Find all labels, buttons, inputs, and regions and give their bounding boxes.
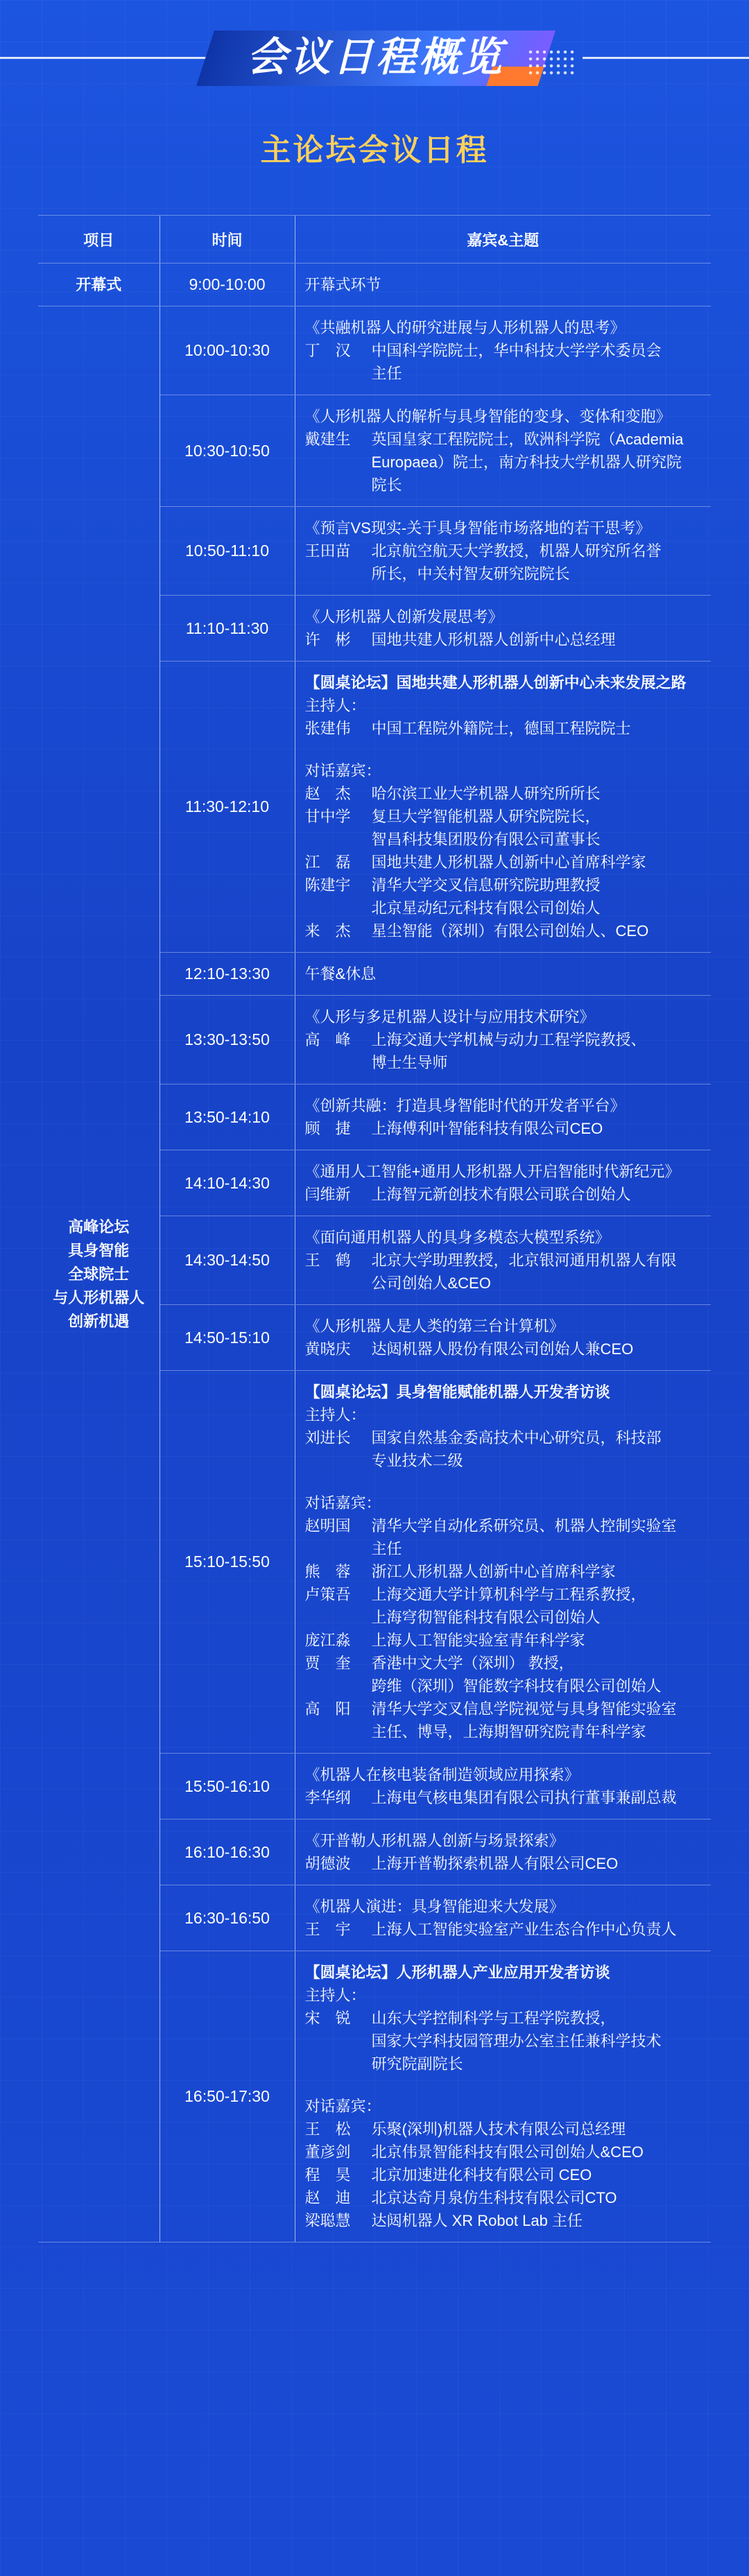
speaker-name: 王田苗 [304,542,351,560]
summit-label-line: 创新机遇 [68,1312,130,1330]
speaker [305,1629,712,1652]
speaker-role [372,1426,712,1472]
speaker-role [372,2141,712,2163]
speaker-role-line: 复旦大学智能机器人研究院院长， [371,808,601,825]
speaker [305,1652,712,1697]
speaker-role-line: 上海交通大学计算机科学与工程系教授， [371,1586,646,1603]
time-cell: 10:50-11:10 [160,507,295,596]
speaker-role [372,919,712,942]
speaker [305,919,712,942]
speaker-role-line: 国家大学科技园管理办公室主任兼科学技术 [371,2032,662,2050]
speaker [305,2007,712,2075]
topic-cell [295,1819,711,1885]
speaker [305,2209,712,2232]
speaker-role [372,628,712,651]
talk-title: 《预言VS现实-关于具身智能市场落地的若干思考》 [304,519,651,537]
speaker-name: 赵 迪 [304,2189,351,2206]
speaker-name: 甘中学 [304,808,351,825]
speaker-role-line: 达闼机器人 XR Robot Lab 主任 [371,2212,583,2229]
speaker-role [372,2118,712,2141]
forum-title: 【圆桌论坛】国地共建人形机器人创新中心未来发展之路 [304,674,687,691]
speaker-role-line: 乐聚(深圳)机器人技术有限公司总经理 [371,2120,626,2138]
time-cell: 9:00-10:00 [160,263,295,306]
summit-label-line: 全球院士 [68,1265,130,1283]
speaker-role [372,1183,712,1206]
speaker-role-line: 上海交通大学机械与动力工程学院教授、 [371,1031,646,1048]
speaker-role-line: 上海智元新创技术有限公司联合创始人 [371,1186,631,1203]
speaker-role-line: 上海人工智能实验室青年科学家 [371,1632,585,1649]
speaker-role [372,428,712,496]
talk-title: 《人形机器人是人类的第三台计算机》 [304,1317,565,1335]
speaker-name: 戴建生 [304,431,351,448]
speaker-role [372,805,712,851]
topic-cell [295,395,711,507]
speaker [305,339,712,385]
speaker [305,1183,712,1206]
speaker [305,1338,712,1360]
speaker-role-line: 清华大学交叉信息研究院助理教授 [371,876,601,894]
speaker [305,1560,712,1583]
banner-line-left [0,57,208,59]
speaker-role [372,717,712,740]
topic-text: 午餐&休息 [304,965,377,983]
topic-cell [295,596,711,662]
speaker-name: 顾 捷 [304,1120,351,1137]
speaker-role-line: 主任、博导，上海期智研究院青年科学家 [371,1723,646,1740]
table-row [38,306,711,395]
speaker [305,1583,712,1629]
speaker [305,2163,712,2186]
speaker-role-line: 研究院副院长 [371,2055,463,2073]
speaker-role [372,1652,712,1697]
speaker-role-line: 所长，中关村智友研究院院长 [371,565,570,582]
speaker-name: 赵 杰 [304,785,351,802]
speaker-role [372,1583,712,1629]
forum-title: 【圆桌论坛】具身智能赋能机器人开发者访谈 [304,1383,610,1401]
time-cell: 14:10-14:30 [160,1150,295,1216]
topic-cell [295,1216,711,1305]
speaker-role-line: 北京伟景智能科技有限公司创始人&CEO [371,2143,644,2161]
speaker-name: 程 昊 [304,2166,351,2184]
speaker-role-line: 北京加速进化科技有限公司 CEO [371,2166,592,2184]
talk-title: 《人形机器人的解析与具身智能的变身、变体和变胞》 [304,408,671,425]
speaker-name: 胡德波 [304,1855,351,1872]
speaker-name: 宋 锐 [304,2009,351,2027]
speaker-role [372,2186,712,2209]
speaker-role [372,1786,712,1809]
speaker [305,1426,712,1472]
forum-cell [295,1371,711,1754]
speaker [305,1697,712,1743]
speaker-role-line: 公司创始人&CEO [371,1274,491,1292]
speaker-role-line: 清华大学交叉信息学院视觉与具身智能实验室 [371,1700,677,1718]
speaker-name: 张建伟 [304,720,351,737]
summit-label-line: 与人形机器人 [53,1288,145,1306]
guests-label: 对话嘉宾： [304,1494,381,1512]
guests-label: 对话嘉宾： [304,2098,381,2115]
speaker-role-line: 国家自然基金委高技术中心研究员，科技部 [371,1429,662,1446]
banner-line-right [583,57,749,59]
speaker [305,717,712,740]
table-row [38,263,711,306]
speaker-role-line: 上海人工智能实验室产业生态合作中心负责人 [371,1921,677,1938]
summit-label-cell [38,306,160,2242]
host-label: 主持人： [304,1987,366,2004]
speaker-role-line: 上海傅利叶智能科技有限公司CEO [371,1120,603,1137]
summit-label-line: 具身智能 [68,1241,130,1259]
speaker-role [372,339,712,385]
speaker-role-line: 上海开普勒探索机器人有限公司CEO [371,1855,619,1872]
speaker [305,782,712,805]
speaker-role-line: 浙江人形机器人创新中心首席科学家 [371,1563,616,1580]
topic-cell [295,263,711,306]
speaker [305,2118,712,2141]
table-body [38,263,711,2242]
speaker [305,1852,712,1875]
speaker-name: 庞江淼 [304,1632,351,1649]
speaker [305,628,712,651]
topic-cell [295,1150,711,1216]
speaker-name: 来 杰 [304,922,351,940]
speaker-role [372,1629,712,1652]
top-banner [0,0,749,83]
time-cell: 13:50-14:10 [160,1084,295,1150]
guests-label: 对话嘉宾： [304,762,381,779]
speaker [305,874,712,919]
speaker-role-line: 国地共建人形机器人创新中心总经理 [371,631,616,648]
topic-cell [295,1885,711,1951]
speaker [305,1028,712,1074]
speaker-name: 陈建宇 [304,876,351,894]
speaker-role-line: 山东大学控制科学与工程学院教授， [371,2009,616,2027]
speaker [305,1514,712,1560]
time-cell: 12:10-13:30 [160,953,295,996]
speaker-name: 梁聪慧 [304,2212,351,2229]
speaker-name: 李华纲 [304,1789,351,1806]
speaker-role-line: 国地共建人形机器人创新中心首席科学家 [371,854,646,871]
topic-cell [295,1754,711,1819]
speaker-name: 王 松 [304,2120,351,2138]
speaker-name: 刘进长 [304,1429,351,1446]
spacer [305,740,712,759]
topic-cell [295,306,711,395]
time-cell: 16:10-16:30 [160,1819,295,1885]
header-time: 时间 [160,216,295,263]
speaker-role-line: 香港中文大学（深圳） 教授， [371,1654,574,1672]
speaker-name: 熊 蓉 [304,1563,351,1580]
speaker-role [372,2209,712,2232]
speaker-role-line: 清华大学自动化系研究员、机器人控制实验室 [371,1517,677,1535]
host-label: 主持人： [304,1406,366,1424]
talk-title: 《开普勒人形机器人创新与场景探索》 [304,1832,565,1849]
topic-text: 开幕式环节 [304,276,381,293]
time-cell: 11:10-11:30 [160,596,295,662]
speaker-role [372,1852,712,1875]
speaker [305,805,712,851]
speaker-role-line: 哈尔滨工业大学机器人研究所所长 [371,785,601,802]
topic-cell [295,507,711,596]
spacer [305,1472,712,1492]
schedule-table [38,215,711,2242]
topic-cell [295,1305,711,1371]
speaker-role-line: 北京航空航天大学教授，机器人研究所名誉 [371,542,662,560]
speaker-name: 贾 奎 [304,1654,351,1672]
speaker-role [372,1338,712,1360]
speaker-role-line: 院长 [371,476,402,494]
spacer [305,2075,712,2095]
speaker-role-line: 跨维（深圳）智能数字科技有限公司创始人 [371,1677,662,1695]
host-label: 主持人： [304,697,366,714]
speaker-role [372,1028,712,1074]
forum-cell [295,1951,711,2242]
time-cell: 14:30-14:50 [160,1216,295,1305]
speaker [305,851,712,874]
speaker-role [372,1249,712,1295]
speaker-role-line: 智昌科技集团股份有限公司董事长 [371,831,601,848]
speaker-name: 丁 汉 [304,342,351,359]
speaker-name: 董彦剑 [304,2143,351,2161]
speaker-role-line: 上海电气核电集团有限公司执行董事兼副总裁 [371,1789,677,1806]
speaker-role [372,1918,712,1941]
speaker-role-line: 达闼机器人股份有限公司创始人兼CEO [371,1340,634,1358]
talk-title: 《机器人演进：具身智能迎来大发展》 [304,1898,565,1915]
header-item: 项目 [38,216,160,263]
speaker [305,1117,712,1140]
speaker-name: 江 磊 [304,854,351,871]
header-topic: 嘉宾&主题 [295,216,711,263]
banner-title: 会议日程概览 [246,35,505,80]
speaker [305,1918,712,1941]
time-cell: 16:30-16:50 [160,1885,295,1951]
speaker-name: 王 宇 [304,1921,351,1938]
topic-cell [295,996,711,1084]
speaker-role [372,539,712,585]
topic-cell [295,953,711,996]
forum-title: 【圆桌论坛】人形机器人产业应用开发者访谈 [304,1964,610,1981]
summit-label-line: 高峰论坛 [68,1218,130,1236]
topic-cell [295,1084,711,1150]
speaker-role [372,1117,712,1140]
speaker-name: 赵明国 [304,1517,351,1535]
section-title: 主论坛会议日程 [260,133,489,167]
speaker-role-line: 主任 [371,365,402,382]
time-cell: 13:30-13:50 [160,996,295,1084]
speaker-role [372,1514,712,1560]
speaker [305,1249,712,1295]
time-cell: 15:50-16:10 [160,1754,295,1819]
speaker [305,428,712,496]
time-cell: 10:00-10:30 [160,306,295,395]
speaker-role-line: 上海穹彻智能科技有限公司创始人 [371,1609,601,1626]
speaker [305,1786,712,1809]
speaker-role [372,2007,712,2075]
item-cell: 开幕式 [38,263,160,306]
forum-cell [295,662,711,953]
speaker-role [372,782,712,805]
speaker-role-line: 博士生导师 [371,1054,448,1071]
speaker-role [372,1697,712,1743]
speaker-name: 王 鹤 [304,1252,351,1269]
speaker-role-line: 中国科学院院士，华中科技大学学术委员会 [371,342,662,359]
speaker-role-line: 主任 [371,1540,402,1557]
speaker-role [372,2163,712,2186]
table-header-row [38,216,711,263]
speaker [305,2141,712,2163]
speaker [305,2186,712,2209]
speaker-role-line: Europaea）院士，南方科技大学机器人研究院 [371,453,682,471]
speaker-name: 闫维新 [304,1186,351,1203]
time-cell: 16:50-17:30 [160,1951,295,2242]
talk-title: 《共融机器人的研究进展与人形机器人的思考》 [304,319,626,336]
talk-title: 《人形与多足机器人设计与应用技术研究》 [304,1008,595,1026]
speaker-role-line: 星尘智能（深圳）有限公司创始人、CEO [371,922,649,940]
speaker-name: 高 峰 [304,1031,351,1048]
speaker-role-line: 北京星动纪元科技有限公司创始人 [371,899,601,917]
talk-title: 《创新共融：打造具身智能时代的开发者平台》 [304,1097,626,1114]
time-cell: 15:10-15:50 [160,1371,295,1754]
time-cell: 14:50-15:10 [160,1305,295,1371]
speaker-role-line: 北京达奇月泉仿生科技有限公司CTO [371,2189,617,2206]
talk-title: 《人形机器人创新发展思考》 [304,608,503,625]
talk-title: 《机器人在核电装备制造领域应用探索》 [304,1766,580,1783]
speaker-role-line: 专业技术二级 [371,1452,463,1469]
speaker-name: 高 阳 [304,1700,351,1718]
speaker-role-line: 中国工程院外籍院士，德国工程院院士 [371,720,631,737]
speaker-role-line: 北京大学助理教授，北京银河通用机器人有限 [371,1252,677,1269]
speaker-role [372,851,712,874]
speaker-role [372,1560,712,1583]
speaker-role-line: 英国皇家工程院院士，欧洲科学院（Academia [371,431,684,448]
speaker-role [372,874,712,919]
talk-title: 《通用人工智能+通用人形机器人开启智能时代新纪元》 [304,1163,680,1180]
speaker-name: 黄晓庆 [304,1340,351,1358]
talk-title: 《面向通用机器人的具身多模态大模型系统》 [304,1229,610,1246]
time-cell: 10:30-10:50 [160,395,295,507]
speaker [305,539,712,585]
time-cell: 11:30-12:10 [160,662,295,953]
speaker-name: 卢策吾 [304,1586,351,1603]
speaker-name: 许 彬 [304,631,351,648]
